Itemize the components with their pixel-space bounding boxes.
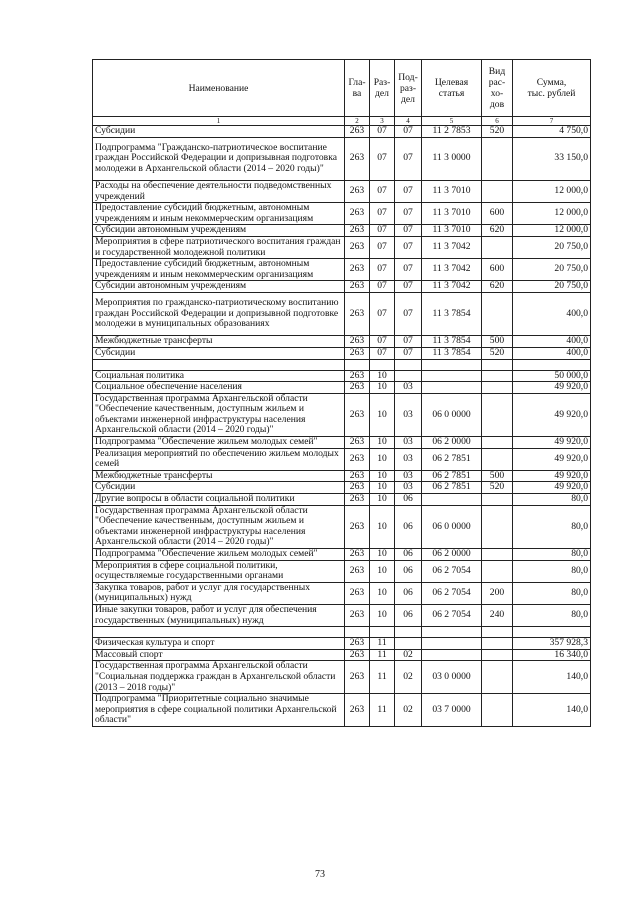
- cell-target: 06 2 7851: [422, 448, 482, 470]
- table-row: [93, 336, 591, 348]
- table-row: [93, 180, 591, 202]
- cell-name: Подпрограмма "Обеспечение жильем молодых семей": [93, 549, 345, 561]
- cell-glava: 263: [345, 694, 370, 727]
- cell-target: 11 3 7010: [422, 180, 482, 202]
- table-row-blank: [93, 359, 591, 370]
- cell-podrazdel: 06: [395, 494, 422, 506]
- cell-target: 06 2 0000: [422, 437, 482, 449]
- cell-target: 11 3 7010: [422, 225, 482, 237]
- table-row: [93, 494, 591, 506]
- cell-vid: [482, 638, 513, 650]
- cell-amount: 80,0: [513, 549, 591, 561]
- table-row: [93, 694, 591, 727]
- cell-name: Предоставление субсидий бюджетным, автономным учреждениям и иным некоммерческим организациям: [93, 259, 345, 281]
- cell-amount: 400,0: [513, 292, 591, 335]
- cell-razdel: 07: [370, 126, 395, 138]
- table-row: [93, 292, 591, 335]
- cell-razdel: 07: [370, 180, 395, 202]
- table-row: [93, 370, 591, 382]
- cell-target: 11 3 0000: [422, 137, 482, 180]
- table-row: [93, 203, 591, 225]
- cell-target: 11 3 7854: [422, 292, 482, 335]
- table-row: [93, 560, 591, 582]
- cell-amount: 357 928,3: [513, 638, 591, 650]
- cell-glava: 263: [345, 281, 370, 293]
- cell-podrazdel: 06: [395, 605, 422, 627]
- cell-podrazdel: 07: [395, 259, 422, 281]
- cell-razdel: 11: [370, 638, 395, 650]
- page-number: 73: [315, 869, 325, 880]
- cell-amount: 80,0: [513, 505, 591, 548]
- cell-podrazdel: 03: [395, 382, 422, 394]
- cell-podrazdel: 07: [395, 203, 422, 225]
- cell-glava: 263: [345, 382, 370, 394]
- empty-cell: [370, 359, 395, 370]
- cell-podrazdel: [395, 638, 422, 650]
- cell-vid: 620: [482, 225, 513, 237]
- cell-name: Подпрограмма "Приоритетные социально значимые мероприятия в сфере социальной политики Архангельской области": [93, 694, 345, 727]
- cell-glava: 263: [345, 292, 370, 335]
- cell-vid: [482, 382, 513, 394]
- cell-vid: [482, 448, 513, 470]
- cell-razdel: 07: [370, 137, 395, 180]
- cell-razdel: 10: [370, 382, 395, 394]
- cell-name: Расходы на обеспечение деятельности подведомственных учреждений: [93, 180, 345, 202]
- cell-razdel: 10: [370, 393, 395, 436]
- cell-target: 03 7 0000: [422, 694, 482, 727]
- cell-podrazdel: 03: [395, 393, 422, 436]
- header-razdel: Раз- дел: [370, 60, 395, 117]
- column-number: 2: [345, 117, 370, 126]
- cell-vid: [482, 560, 513, 582]
- table-row: [93, 470, 591, 482]
- cell-target: [422, 382, 482, 394]
- empty-cell: [345, 359, 370, 370]
- cell-glava: 263: [345, 437, 370, 449]
- cell-target: 11 2 7853: [422, 126, 482, 138]
- cell-glava: 263: [345, 649, 370, 661]
- cell-amount: 49 920,0: [513, 470, 591, 482]
- cell-amount: 16 340,0: [513, 649, 591, 661]
- cell-podrazdel: 07: [395, 137, 422, 180]
- column-number-row: [93, 117, 591, 126]
- cell-target: 06 2 7054: [422, 582, 482, 604]
- empty-cell: [345, 627, 370, 638]
- cell-vid: 520: [482, 347, 513, 359]
- cell-name: Субсидии автономным учреждениям: [93, 281, 345, 293]
- cell-name: Межбюджетные трансферты: [93, 470, 345, 482]
- cell-razdel: 11: [370, 694, 395, 727]
- empty-cell: [513, 627, 591, 638]
- cell-name: Мероприятия по гражданско-патриотическому воспитанию граждан Российской Федерации и допризывной подготовке молодежи в муниципальных образованиях: [93, 292, 345, 335]
- cell-amount: 50 000,0: [513, 370, 591, 382]
- header-target: Целевая статья: [422, 60, 482, 117]
- table-header-row: [93, 60, 591, 117]
- cell-vid: 520: [482, 126, 513, 138]
- empty-cell: [93, 627, 345, 638]
- table-row: [93, 126, 591, 138]
- cell-target: 11 3 7042: [422, 281, 482, 293]
- cell-amount: 20 750,0: [513, 236, 591, 258]
- cell-vid: [482, 137, 513, 180]
- cell-glava: 263: [345, 203, 370, 225]
- cell-name: Государственная программа Архангельской области "Обеспечение качественным, доступным жильем и объектами инженерной инфраструктуры населения Архангельской области (2014 – 2020 годы)": [93, 393, 345, 436]
- cell-razdel: 07: [370, 203, 395, 225]
- cell-vid: 600: [482, 259, 513, 281]
- cell-name: Государственная программа Архангельской области "Социальная поддержка граждан в Архангельской области (2013 – 2018 годы)": [93, 661, 345, 694]
- empty-cell: [422, 627, 482, 638]
- cell-podrazdel: 03: [395, 437, 422, 449]
- cell-podrazdel: 06: [395, 549, 422, 561]
- cell-target: 06 2 7851: [422, 482, 482, 494]
- cell-podrazdel: 07: [395, 292, 422, 335]
- table-row: [93, 259, 591, 281]
- table-row: [93, 393, 591, 436]
- cell-glava: 263: [345, 638, 370, 650]
- cell-glava: 263: [345, 336, 370, 348]
- cell-target: 06 2 7054: [422, 605, 482, 627]
- cell-podrazdel: [395, 370, 422, 382]
- table-row: [93, 448, 591, 470]
- cell-razdel: 07: [370, 225, 395, 237]
- table-row: [93, 649, 591, 661]
- cell-podrazdel: 02: [395, 649, 422, 661]
- cell-target: 06 2 0000: [422, 549, 482, 561]
- cell-podrazdel: 07: [395, 180, 422, 202]
- table-row: [93, 137, 591, 180]
- cell-vid: 200: [482, 582, 513, 604]
- table-row-blank: [93, 627, 591, 638]
- column-number: 7: [513, 117, 591, 126]
- cell-razdel: 10: [370, 582, 395, 604]
- cell-glava: 263: [345, 347, 370, 359]
- cell-glava: 263: [345, 661, 370, 694]
- table-row: [93, 605, 591, 627]
- cell-amount: 20 750,0: [513, 259, 591, 281]
- cell-target: 11 3 7010: [422, 203, 482, 225]
- cell-amount: 12 000,0: [513, 180, 591, 202]
- cell-glava: 263: [345, 494, 370, 506]
- empty-cell: [395, 359, 422, 370]
- cell-glava: 263: [345, 448, 370, 470]
- header-vid: Вид рас- хо- дов: [482, 60, 513, 117]
- cell-name: Субсидии: [93, 347, 345, 359]
- cell-name: Подпрограмма "Гражданско-патриотическое воспитание граждан Российской Федерации и допризывная подготовка молодежи в Архангельской области (2014 – 2020 годы)": [93, 137, 345, 180]
- cell-glava: 263: [345, 259, 370, 281]
- cell-name: Межбюджетные трансферты: [93, 336, 345, 348]
- column-number: 6: [482, 117, 513, 126]
- cell-razdel: 07: [370, 236, 395, 258]
- cell-target: 06 0 0000: [422, 505, 482, 548]
- cell-podrazdel: 07: [395, 347, 422, 359]
- cell-name: Государственная программа Архангельской области "Обеспечение качественным, доступным жильем и объектами инженерной инфраструктуры населения Архангельской области (2014 – 2020 годы)": [93, 505, 345, 548]
- cell-name: Мероприятия в сфере социальной политики, осуществляемые государственными органами: [93, 560, 345, 582]
- table-row: [93, 661, 591, 694]
- cell-vid: [482, 661, 513, 694]
- cell-vid: [482, 180, 513, 202]
- cell-target: [422, 370, 482, 382]
- cell-amount: 49 920,0: [513, 448, 591, 470]
- cell-name: Массовый спорт: [93, 649, 345, 661]
- cell-podrazdel: 06: [395, 560, 422, 582]
- cell-name: Мероприятия в сфере патриотического воспитания граждан и государственной молодежной политики: [93, 236, 345, 258]
- empty-cell: [513, 359, 591, 370]
- cell-razdel: 11: [370, 649, 395, 661]
- cell-target: 03 0 0000: [422, 661, 482, 694]
- table-row: [93, 347, 591, 359]
- cell-amount: 80,0: [513, 494, 591, 506]
- cell-glava: 263: [345, 137, 370, 180]
- header-name: Наименование: [93, 60, 345, 117]
- cell-amount: 80,0: [513, 582, 591, 604]
- cell-name: Предоставление субсидий бюджетным, автономным учреждениям и иным некоммерческим организациям: [93, 203, 345, 225]
- cell-amount: 12 000,0: [513, 225, 591, 237]
- cell-vid: [482, 649, 513, 661]
- table-row: [93, 638, 591, 650]
- empty-cell: [482, 627, 513, 638]
- cell-podrazdel: 07: [395, 225, 422, 237]
- cell-name: Закупка товаров, работ и услуг для государственных (муниципальных) нужд: [93, 582, 345, 604]
- cell-target: 11 3 7854: [422, 347, 482, 359]
- cell-razdel: 07: [370, 281, 395, 293]
- cell-glava: 263: [345, 549, 370, 561]
- cell-amount: 33 150,0: [513, 137, 591, 180]
- cell-podrazdel: 07: [395, 336, 422, 348]
- budget-table: [92, 59, 591, 727]
- cell-target: [422, 494, 482, 506]
- cell-vid: [482, 694, 513, 727]
- empty-cell: [482, 359, 513, 370]
- cell-vid: [482, 549, 513, 561]
- cell-amount: 400,0: [513, 347, 591, 359]
- cell-amount: 20 750,0: [513, 281, 591, 293]
- table-row: [93, 236, 591, 258]
- table-row: [93, 382, 591, 394]
- cell-vid: 520: [482, 482, 513, 494]
- cell-podrazdel: 02: [395, 694, 422, 727]
- cell-glava: 263: [345, 126, 370, 138]
- cell-podrazdel: 03: [395, 448, 422, 470]
- cell-glava: 263: [345, 180, 370, 202]
- cell-target: 11 3 7042: [422, 236, 482, 258]
- cell-podrazdel: 07: [395, 281, 422, 293]
- cell-razdel: 07: [370, 347, 395, 359]
- cell-target: 11 3 7042: [422, 259, 482, 281]
- cell-razdel: 07: [370, 259, 395, 281]
- cell-glava: 263: [345, 470, 370, 482]
- column-number: 5: [422, 117, 482, 126]
- table-row: [93, 582, 591, 604]
- cell-amount: 140,0: [513, 694, 591, 727]
- cell-amount: 140,0: [513, 661, 591, 694]
- cell-vid: [482, 494, 513, 506]
- cell-target: 06 2 7851: [422, 470, 482, 482]
- cell-razdel: 10: [370, 494, 395, 506]
- cell-vid: 240: [482, 605, 513, 627]
- cell-glava: 263: [345, 482, 370, 494]
- cell-name: Иные закупки товаров, работ и услуг для обеспечения государственных (муниципальных) нужд: [93, 605, 345, 627]
- cell-vid: 600: [482, 203, 513, 225]
- cell-podrazdel: 07: [395, 236, 422, 258]
- cell-razdel: 10: [370, 470, 395, 482]
- cell-amount: 400,0: [513, 336, 591, 348]
- cell-podrazdel: 06: [395, 582, 422, 604]
- cell-target: 06 0 0000: [422, 393, 482, 436]
- empty-cell: [370, 627, 395, 638]
- cell-vid: [482, 292, 513, 335]
- table-row: [93, 549, 591, 561]
- cell-vid: [482, 393, 513, 436]
- cell-name: Реализация мероприятий по обеспечению жильем молодых семей: [93, 448, 345, 470]
- cell-razdel: 10: [370, 560, 395, 582]
- cell-amount: 4 750,0: [513, 126, 591, 138]
- cell-name: Социальное обеспечение населения: [93, 382, 345, 394]
- cell-vid: [482, 505, 513, 548]
- cell-amount: 49 920,0: [513, 437, 591, 449]
- cell-glava: 263: [345, 225, 370, 237]
- cell-razdel: 10: [370, 370, 395, 382]
- cell-name: Физическая культура и спорт: [93, 638, 345, 650]
- cell-amount: 80,0: [513, 605, 591, 627]
- cell-target: [422, 638, 482, 650]
- cell-vid: 620: [482, 281, 513, 293]
- table-row: [93, 437, 591, 449]
- cell-vid: [482, 236, 513, 258]
- cell-glava: 263: [345, 370, 370, 382]
- table-row: [93, 225, 591, 237]
- cell-glava: 263: [345, 605, 370, 627]
- cell-razdel: 07: [370, 336, 395, 348]
- cell-name: Социальная политика: [93, 370, 345, 382]
- cell-razdel: 10: [370, 482, 395, 494]
- cell-amount: 80,0: [513, 560, 591, 582]
- cell-name: Субсидии: [93, 126, 345, 138]
- cell-glava: 263: [345, 236, 370, 258]
- cell-amount: 12 000,0: [513, 203, 591, 225]
- header-glava: Гла- ва: [345, 60, 370, 117]
- cell-podrazdel: 02: [395, 661, 422, 694]
- table-row: [93, 505, 591, 548]
- table-body: [93, 126, 591, 727]
- cell-amount: 49 920,0: [513, 393, 591, 436]
- column-number: 1: [93, 117, 345, 126]
- empty-cell: [93, 359, 345, 370]
- cell-vid: [482, 370, 513, 382]
- cell-name: Другие вопросы в области социальной политики: [93, 494, 345, 506]
- cell-vid: 500: [482, 336, 513, 348]
- cell-target: 06 2 7054: [422, 560, 482, 582]
- cell-vid: 500: [482, 470, 513, 482]
- cell-target: 11 3 7854: [422, 336, 482, 348]
- cell-razdel: 10: [370, 448, 395, 470]
- cell-razdel: 10: [370, 605, 395, 627]
- cell-name: Субсидии: [93, 482, 345, 494]
- cell-glava: 263: [345, 393, 370, 436]
- cell-glava: 263: [345, 560, 370, 582]
- cell-podrazdel: 06: [395, 505, 422, 548]
- cell-razdel: 07: [370, 292, 395, 335]
- empty-cell: [395, 627, 422, 638]
- column-number: 4: [395, 117, 422, 126]
- empty-cell: [422, 359, 482, 370]
- cell-razdel: 10: [370, 437, 395, 449]
- column-number: 3: [370, 117, 395, 126]
- cell-glava: 263: [345, 505, 370, 548]
- cell-podrazdel: 07: [395, 126, 422, 138]
- cell-razdel: 10: [370, 549, 395, 561]
- cell-razdel: 10: [370, 505, 395, 548]
- cell-name: Субсидии автономным учреждениям: [93, 225, 345, 237]
- cell-podrazdel: 03: [395, 482, 422, 494]
- cell-razdel: 11: [370, 661, 395, 694]
- header-podrazdel: Под- раз- дел: [395, 60, 422, 117]
- header-sum: Сумма, тыс. рублей: [513, 60, 591, 117]
- cell-amount: 49 920,0: [513, 482, 591, 494]
- table-row: [93, 281, 591, 293]
- cell-amount: 49 920,0: [513, 382, 591, 394]
- cell-glava: 263: [345, 582, 370, 604]
- table-row: [93, 482, 591, 494]
- cell-vid: [482, 437, 513, 449]
- cell-podrazdel: 03: [395, 470, 422, 482]
- cell-name: Подпрограмма "Обеспечение жильем молодых семей": [93, 437, 345, 449]
- cell-target: [422, 649, 482, 661]
